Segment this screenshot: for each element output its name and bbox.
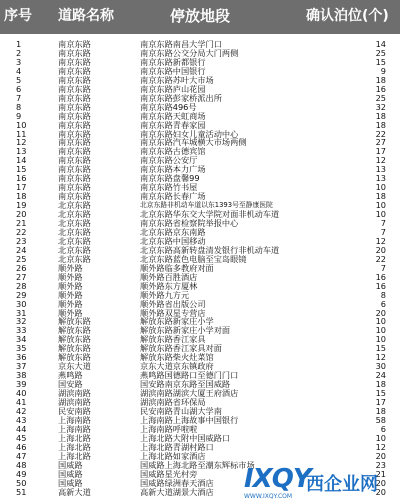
row-road-name: 湖滨南路 [58, 398, 91, 407]
row-confirmed-spaces: 18 [375, 119, 386, 130]
watermark-url: WWW.IXQY.COM [244, 493, 293, 500]
watermark-logo: IXQY [244, 464, 311, 494]
row-parking-section: 南京东路496号 [140, 102, 197, 112]
table-row [0, 326, 400, 335]
row-road-name: 北京东路 [58, 236, 91, 246]
row-road-name: 燕鸣路 [58, 371, 83, 381]
row-number: 9 [16, 110, 22, 121]
row-number: 32 [16, 316, 27, 327]
row-parking-section: 解放东路柴火灶菜馆 [140, 353, 214, 363]
table-row [0, 264, 400, 273]
row-number: 15 [16, 164, 27, 175]
table-row [0, 300, 400, 309]
row-parking-section: 上海北路青湖村路口 [140, 442, 214, 452]
row-parking-section: 南京东路妇女儿童活动中心 [140, 129, 239, 139]
row-confirmed-spaces: 18 [375, 405, 386, 416]
row-confirmed-spaces: 32 [375, 101, 386, 112]
row-number: 41 [16, 397, 27, 407]
row-confirmed-spaces: 13 [375, 173, 386, 184]
row-number: 18 [16, 191, 27, 202]
row-number: 48 [16, 459, 27, 470]
row-number: 24 [16, 244, 27, 255]
row-number: 42 [16, 405, 27, 416]
table-row [0, 255, 400, 264]
row-confirmed-spaces: 14 [375, 39, 386, 49]
row-number: 20 [16, 209, 27, 220]
row-parking-section: 南京东路中国银行 [140, 66, 206, 76]
row-road-name: 南京东路 [58, 40, 91, 49]
table-row [0, 380, 400, 389]
table-header [0, 0, 400, 34]
row-number: 16 [16, 173, 27, 184]
row-number: 30 [16, 298, 27, 309]
row-road-name: 南京东路 [58, 183, 91, 193]
row-road-name: 顺外路 [58, 281, 83, 291]
header-confirmed-spaces: 确认泊位(个) [306, 8, 389, 24]
row-road-name: 湖滨南路 [58, 389, 91, 399]
row-parking-section: 南京东路苏叶大市场 [140, 75, 214, 85]
row-parking-section: 国威路星光村旁 [140, 469, 198, 479]
table-row [0, 138, 400, 147]
row-confirmed-spaces: 18 [375, 110, 386, 121]
row-number: 44 [16, 423, 27, 434]
row-number: 11 [16, 128, 27, 139]
row-confirmed-spaces: 8 [380, 289, 386, 300]
table-row [0, 174, 400, 183]
table-row [0, 201, 400, 210]
table-row [0, 49, 400, 58]
table-row [0, 344, 400, 353]
row-parking-section: 国威路上海北路至潮东辉标市场 [140, 460, 255, 470]
row-confirmed-spaces: 10 [375, 200, 386, 211]
table-row [0, 335, 400, 344]
row-road-name: 南京东路 [58, 93, 91, 103]
row-confirmed-spaces: 30 [375, 361, 386, 372]
row-parking-section: 北京东路高新转盘清发银行非机动车道 [140, 245, 280, 255]
row-parking-section: 国安路南京东路至国威路 [140, 380, 231, 390]
row-number: 29 [16, 289, 27, 300]
row-number: 39 [16, 379, 27, 390]
table-row [0, 121, 400, 130]
row-road-name: 北京东路 [58, 219, 91, 228]
table-row [0, 67, 400, 76]
table-row [0, 282, 400, 291]
row-road-name: 南京东路 [58, 174, 91, 184]
row-confirmed-spaces: 10 [375, 325, 386, 336]
row-number: 23 [16, 235, 27, 246]
row-parking-section: 南京东路青春家园 [140, 120, 206, 130]
site-watermark [244, 459, 394, 502]
table-row [0, 353, 400, 362]
table-row [0, 165, 400, 174]
row-confirmed-spaces: 15 [375, 343, 386, 354]
row-parking-section: 南京东路省检察院举报中心 [140, 219, 239, 228]
table-row [0, 112, 400, 121]
table-row [0, 434, 400, 443]
row-road-name: 国威路 [58, 478, 83, 488]
row-road-name: 南京东路 [58, 156, 91, 166]
row-road-name: 北京东路 [58, 210, 91, 220]
row-confirmed-spaces: 7 [380, 226, 386, 237]
row-number: 47 [16, 450, 27, 461]
row-confirmed-spaces: 12 [375, 441, 386, 452]
row-parking-section: 顺外路临多教府对面 [140, 263, 214, 273]
row-parking-section: 顺外路九方元 [140, 290, 190, 300]
row-road-name: 顺外路 [58, 308, 83, 318]
row-road-name: 顺外路 [58, 272, 83, 282]
row-confirmed-spaces: 15 [375, 388, 386, 399]
table-row [0, 147, 400, 156]
row-parking-section: 北京东路非机动车道以东1393号至静康医院 [140, 201, 273, 210]
table-row [0, 58, 400, 67]
row-parking-section: 湖滨南路省环保局 [140, 398, 206, 407]
row-confirmed-spaces: 22 [375, 253, 386, 264]
row-confirmed-spaces: 25 [375, 92, 386, 103]
row-number: 46 [16, 441, 27, 452]
row-confirmed-spaces: 58 [375, 414, 386, 425]
row-number: 49 [16, 468, 27, 479]
row-confirmed-spaces: 10 [375, 182, 386, 193]
row-confirmed-spaces: 7 [380, 262, 386, 273]
row-confirmed-spaces: 6 [380, 298, 386, 309]
row-parking-section: 上海南路上海故事中国银行 [140, 415, 239, 425]
row-road-name: 顺外路 [58, 290, 83, 300]
row-number: 13 [16, 146, 27, 157]
row-parking-section: 解放东路香江家具对面 [140, 344, 222, 354]
row-number: 28 [16, 280, 27, 291]
table-row [0, 309, 400, 318]
row-number: 6 [16, 83, 22, 94]
row-confirmed-spaces: 17 [375, 397, 386, 407]
row-parking-section: 南京东路盘馨99 [140, 174, 200, 184]
row-confirmed-spaces: 15 [375, 56, 386, 67]
row-confirmed-spaces: 18 [375, 379, 386, 390]
row-road-name: 高新大道 [58, 487, 91, 497]
row-number: 36 [16, 352, 27, 363]
row-number: 25 [16, 253, 27, 264]
row-parking-section: 高新大道湖景大酒店 [140, 487, 214, 497]
row-confirmed-spaces: 25 [375, 47, 386, 58]
row-confirmed-spaces: 22 [375, 128, 386, 139]
table-row [0, 130, 400, 139]
row-number: 19 [16, 200, 27, 211]
row-road-name: 上海北路 [58, 433, 91, 443]
row-number: 34 [16, 334, 27, 345]
row-parking-section: 南京东路庐山花园 [140, 84, 206, 94]
row-confirmed-spaces: 16 [375, 271, 386, 282]
row-confirmed-spaces: 27 [375, 137, 386, 148]
watermark-text: 西企业网 [306, 474, 378, 495]
row-road-name: 顺外路 [58, 263, 83, 273]
row-parking-section: 南京东路公安厅 [140, 156, 198, 166]
table-row [0, 219, 400, 228]
row-parking-section: 南京东路长春广场 [140, 192, 206, 202]
table-row [0, 371, 400, 380]
row-road-name: 南京东路 [58, 84, 91, 94]
row-parking-section: 京东大道京东镇政府 [140, 362, 214, 372]
table-row [0, 291, 400, 300]
row-parking-section: 南京东路古德宾馆 [140, 147, 206, 157]
row-road-name: 南京东路 [58, 75, 91, 85]
row-number: 50 [16, 477, 27, 488]
header-road-name: 道路名称 [58, 8, 114, 24]
row-parking-section: 民安南路青山湖大学南 [140, 406, 222, 416]
row-confirmed-spaces: 10 [375, 209, 386, 220]
table-row [0, 210, 400, 219]
row-confirmed-spaces: 20 [375, 307, 386, 318]
row-confirmed-spaces: 7 [380, 218, 386, 228]
row-road-name: 国安路 [58, 380, 83, 390]
row-road-name: 国威路 [58, 469, 83, 479]
table-row [0, 228, 400, 237]
row-number: 10 [16, 119, 27, 130]
row-confirmed-spaces: 6 [380, 423, 386, 434]
row-parking-section: 上海北路大附中国威路口 [140, 433, 231, 443]
row-number: 37 [16, 361, 27, 372]
row-parking-section: 解放东路新家庄小学对面 [140, 326, 231, 336]
row-parking-section: 顺外路双星专营店 [140, 308, 206, 318]
row-road-name: 顺外路 [58, 299, 83, 309]
row-number: 26 [16, 262, 27, 273]
row-parking-section: 顺外路东方厦林 [140, 281, 198, 291]
row-road-name: 南京东路 [58, 48, 91, 58]
row-number: 17 [16, 182, 27, 193]
row-parking-section: 燕鸣路国德路口至德门门口 [140, 371, 239, 381]
row-number: 22 [16, 226, 27, 237]
row-parking-section: 南京东路彭家桥派出所 [140, 93, 222, 103]
header-number: 序号 [4, 8, 32, 24]
row-confirmed-spaces: 9 [380, 65, 386, 76]
row-number: 38 [16, 370, 27, 381]
row-road-name: 解放东路 [58, 326, 91, 336]
row-confirmed-spaces: 18 [375, 74, 386, 85]
row-confirmed-spaces: 17 [375, 146, 386, 157]
row-number: 35 [16, 343, 27, 354]
row-road-name: 京东大道 [58, 362, 91, 372]
table-row [0, 407, 400, 416]
table-row [0, 237, 400, 246]
row-road-name: 上海北路 [58, 442, 91, 452]
table-row [0, 192, 400, 201]
row-confirmed-spaces: 12 [375, 235, 386, 246]
row-road-name: 南京东路 [58, 66, 91, 76]
table-row [0, 94, 400, 103]
table-row [0, 103, 400, 112]
row-road-name: 解放东路 [58, 335, 91, 345]
row-parking-section: 南京东路新都银行 [140, 57, 206, 67]
row-road-name: 国威路 [58, 460, 83, 470]
row-number: 31 [16, 307, 27, 318]
table-row [0, 273, 400, 282]
row-parking-section: 南京东路汽车城横大市场两侧 [140, 138, 247, 148]
row-road-name: 北京东路 [58, 254, 91, 264]
row-road-name: 解放东路 [58, 344, 91, 354]
row-confirmed-spaces: 10 [375, 432, 386, 443]
row-number: 14 [16, 155, 27, 166]
table-row [0, 416, 400, 425]
row-confirmed-spaces: 23 [375, 459, 386, 470]
row-confirmed-spaces: 16 [375, 83, 386, 94]
row-road-name: 民安南路 [58, 406, 91, 416]
row-parking-section: 北京东路中国移动 [140, 236, 206, 246]
row-confirmed-spaces: 10 [375, 334, 386, 345]
row-road-name: 北京东路 [58, 201, 91, 211]
row-confirmed-spaces: 20 [375, 450, 386, 461]
row-parking-section: 南京东路南昌大学门口 [140, 40, 222, 49]
row-number: 2 [16, 47, 22, 58]
table-row [0, 425, 400, 434]
row-confirmed-spaces: 12 [375, 352, 386, 363]
row-road-name: 上海南路 [58, 415, 91, 425]
row-road-name: 南京东路 [58, 147, 91, 157]
row-confirmed-spaces: 10 [375, 316, 386, 327]
row-road-name: 南京东路 [58, 138, 91, 148]
row-road-name: 北京东路 [58, 227, 91, 237]
row-parking-section: 湖滨南路湖滨大厦王府酒店 [140, 389, 239, 399]
header-parking-section: 停放地段 [170, 7, 231, 25]
row-road-name: 上海南路 [58, 424, 91, 434]
row-number: 12 [16, 137, 27, 148]
row-road-name: 南京东路 [58, 111, 91, 121]
row-confirmed-spaces: 24 [375, 370, 386, 381]
row-parking-section: 北京东路京东南路 [140, 227, 206, 237]
row-number: 21 [16, 218, 27, 228]
row-parking-section: 南京东路本力广场 [140, 165, 206, 175]
table-row [0, 452, 400, 461]
row-road-name: 解放东路 [58, 353, 91, 363]
row-confirmed-spaces: 21 [375, 468, 386, 479]
table-row [0, 76, 400, 85]
table-row [0, 389, 400, 398]
row-number: 43 [16, 414, 27, 425]
row-number: 4 [16, 65, 22, 76]
table-row [0, 85, 400, 94]
table-row [0, 156, 400, 165]
row-number: 33 [16, 325, 27, 336]
row-confirmed-spaces: 18 [375, 191, 386, 202]
row-road-name: 上海北路 [58, 451, 91, 461]
row-confirmed-spaces: 20 [375, 477, 386, 488]
row-number: 5 [16, 74, 22, 85]
row-confirmed-spaces: 20 [375, 244, 386, 255]
row-parking-section: 解放东路香江家具 [140, 335, 206, 345]
row-parking-section: 南京东路公交分局大门两侧 [140, 48, 239, 58]
row-confirmed-spaces: 12 [375, 155, 386, 166]
row-road-name: 南京东路 [58, 129, 91, 139]
row-number: 8 [16, 101, 22, 112]
row-parking-section: 顺外路百胜酒店 [140, 272, 198, 282]
row-parking-section: 国威路绿洲春天酒店 [140, 478, 214, 488]
row-parking-section: 北京东路蓝色电脑至宝岛眼镜 [140, 254, 247, 264]
table-row [0, 317, 400, 326]
row-parking-section: 南京东路天虹商场 [140, 111, 206, 121]
row-parking-section: 顺外路省出版公司 [140, 299, 206, 309]
row-parking-section: 北京东路华东交大学院对面非机动车道 [140, 210, 280, 220]
row-road-name: 南京东路 [58, 102, 91, 112]
row-road-name: 南京东路 [58, 120, 91, 130]
table-row [0, 443, 400, 452]
row-parking-section: 上海南路呼啦啦 [140, 424, 198, 434]
row-number: 40 [16, 388, 27, 399]
table-row [0, 398, 400, 407]
row-number: 45 [16, 432, 27, 443]
table-row [0, 362, 400, 371]
row-confirmed-spaces: 16 [375, 280, 386, 291]
table-row [0, 183, 400, 192]
row-parking-section: 上海北路如家酒店 [140, 451, 206, 461]
row-parking-section: 南京东路竹书屋 [140, 183, 198, 193]
row-road-name: 解放东路 [58, 317, 91, 327]
row-confirmed-spaces: 13 [375, 164, 386, 175]
table-row [0, 246, 400, 255]
row-number: 7 [16, 92, 22, 103]
row-road-name: 北京东路 [58, 245, 91, 255]
row-parking-section: 解放东路新家庄小学 [140, 317, 214, 327]
row-number: 51 [16, 486, 27, 497]
row-number: 27 [16, 271, 27, 282]
row-road-name: 南京东路 [58, 192, 91, 202]
row-confirmed-spaces: 20 [375, 486, 386, 497]
row-number: 1 [16, 39, 22, 49]
row-road-name: 南京东路 [58, 57, 91, 67]
row-number: 3 [16, 56, 22, 67]
table-row [0, 40, 400, 49]
row-road-name: 南京东路 [58, 165, 91, 175]
